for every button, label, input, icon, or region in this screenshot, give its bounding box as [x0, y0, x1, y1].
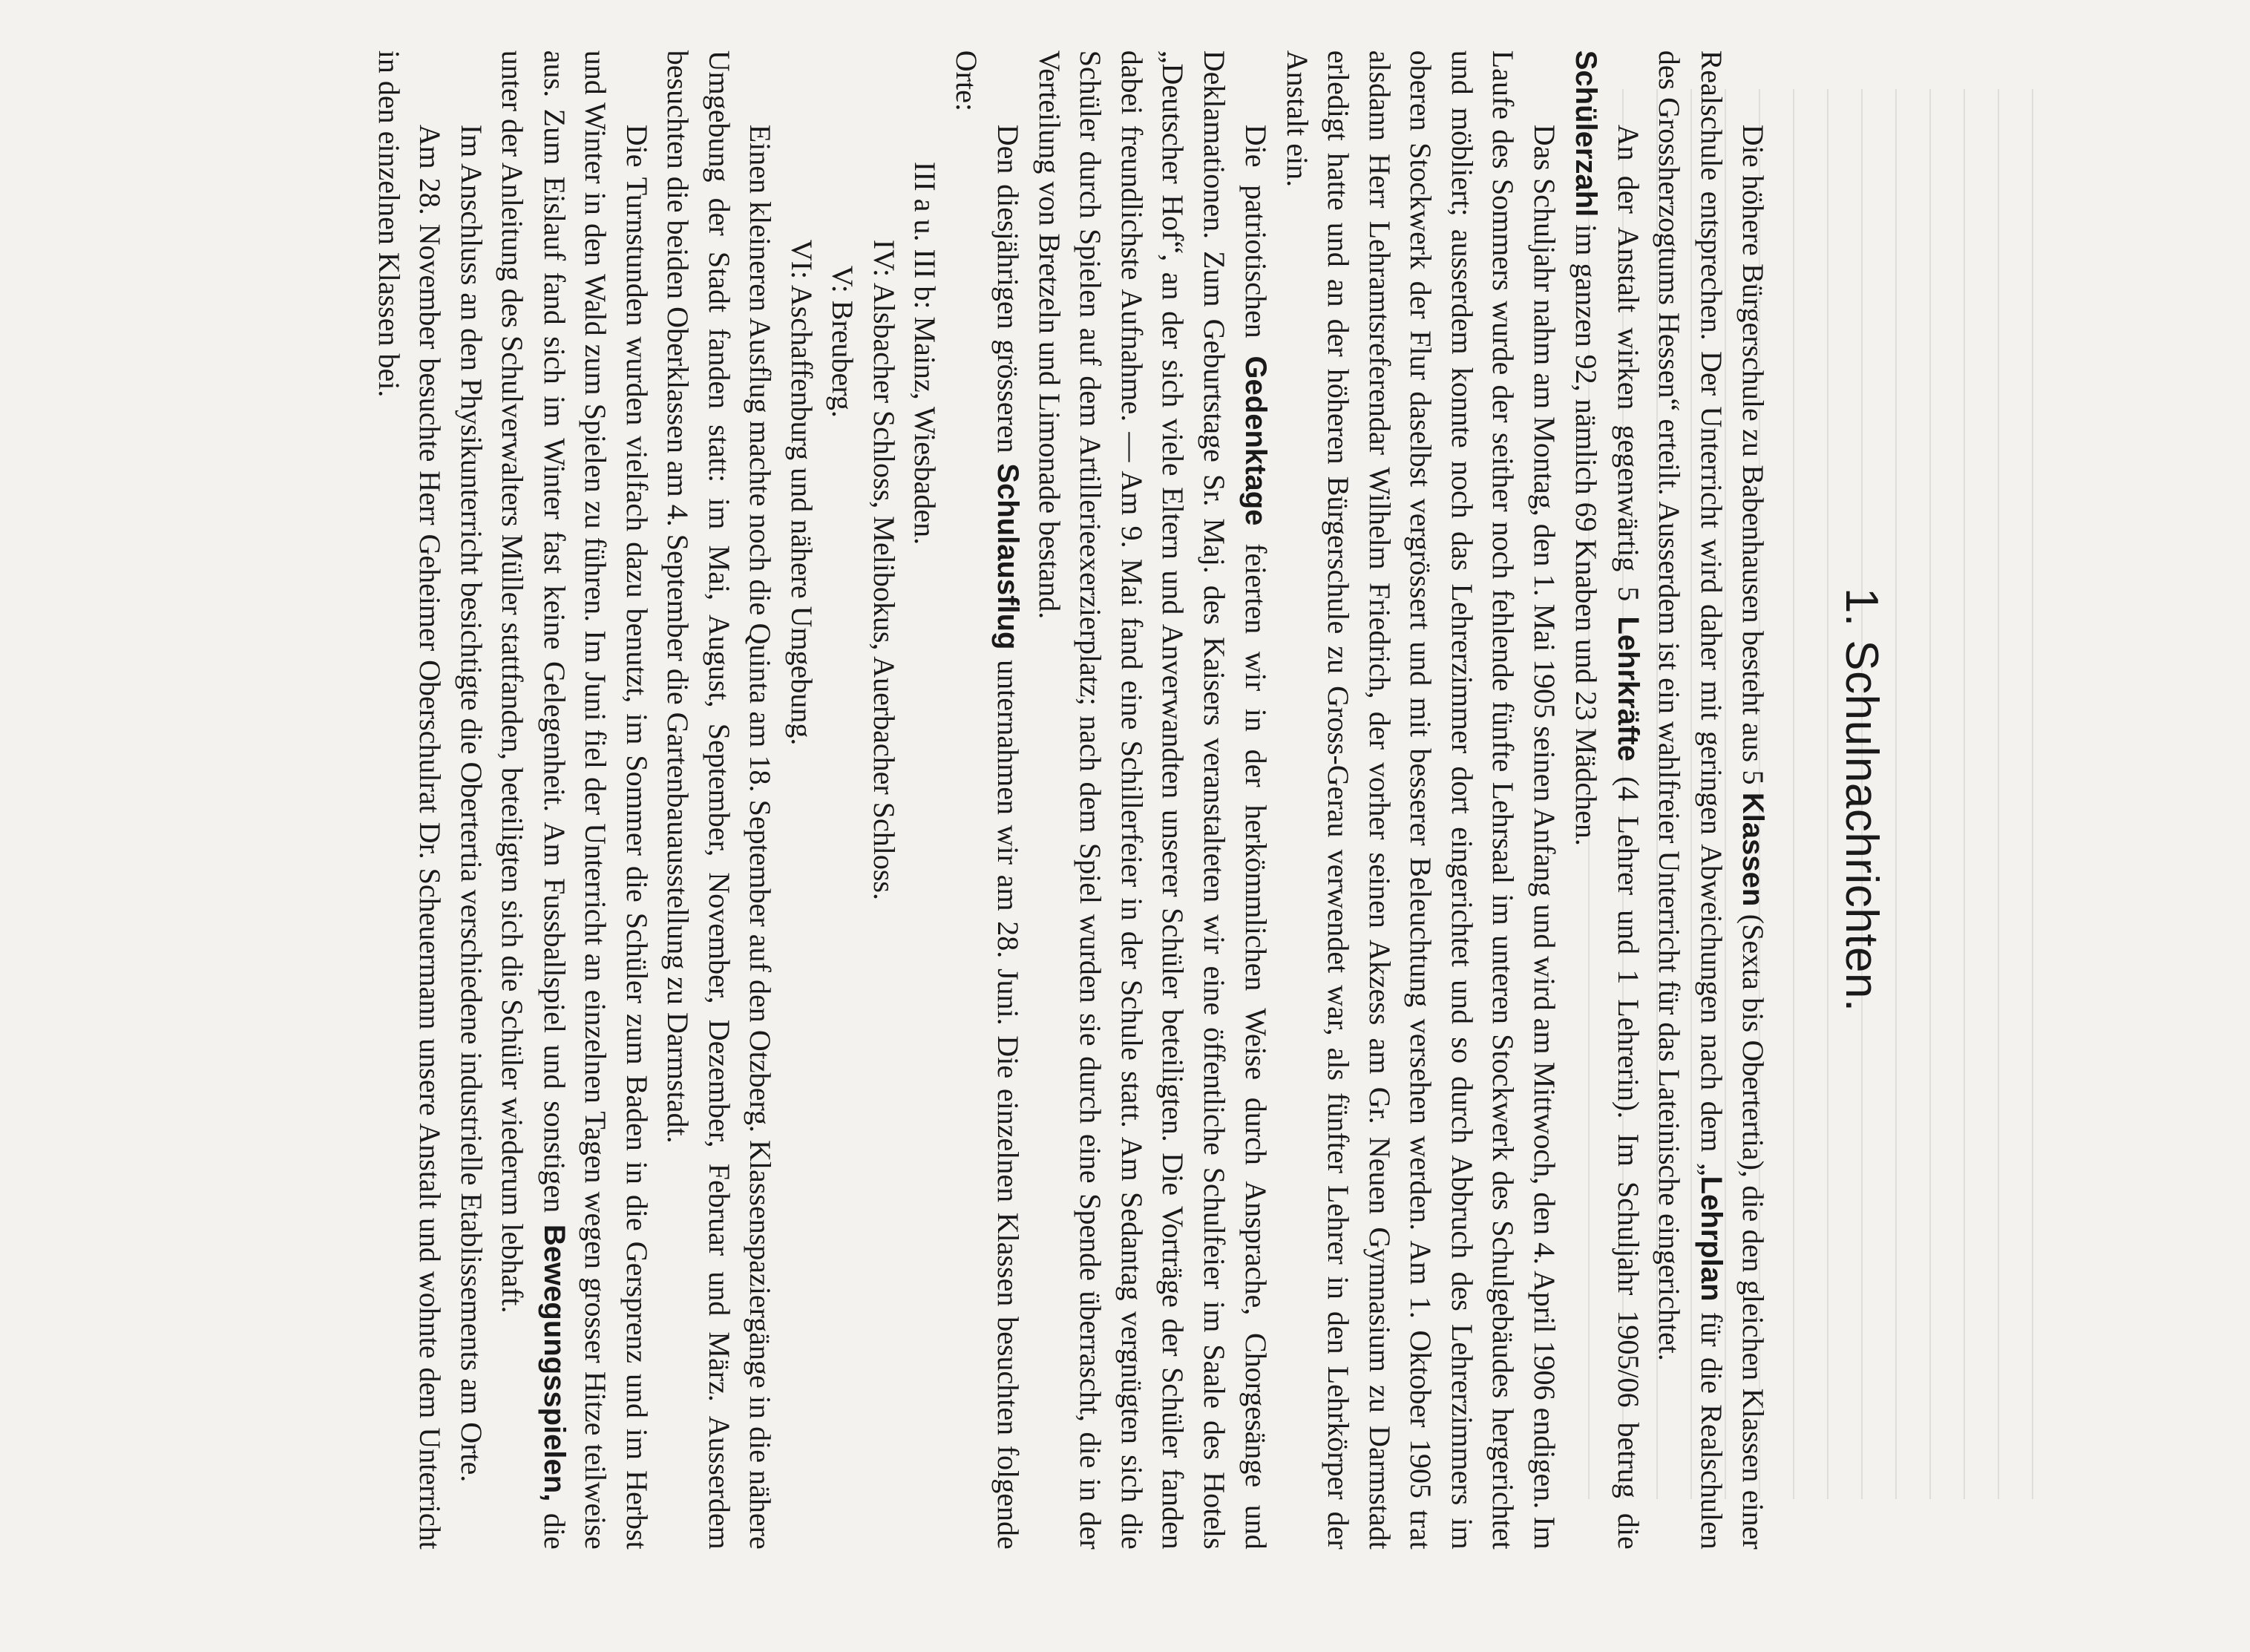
- text-run: An der Anstalt wirken gegenwärtig 5: [1611, 124, 1645, 617]
- paragraph-small-excursions: Einen kleineren Ausflug machte noch die Quinta am 18. September auf den Otzberg. Klassenspaziergänge in die nähere Umgebung der Stadt fanden statt: im Mai, August, September, November, Dezember, Februar und März. Ausserdem besuchten die beiden Oberklassen am 4. September die Gartenbauausstellung zu Darmstadt.: [661, 50, 778, 1550]
- text-run: Den diesjährigen grösseren: [991, 124, 1026, 464]
- keyword-bewegungsspielen: Bewegungsspielen,: [537, 1224, 571, 1502]
- list-item: IV: Alsbacher Schloss, Melibokus, Auerbacher Schloss.: [867, 239, 901, 900]
- text-run: Die Turnstunden wurden vielfach dazu benutzt, im Sommer die Schüler zum Baden in die Gersprenz und im Herbst und Winter in den Wald zum Spielen zu führen. Im Juni fiel der Unterricht an einzelnen Tagen wegen grosser Hitze teilweise aus. Zum Eislauf fand sich im Winter fast keine Gelegenheit. Am Fussballspiel und sonstigen: [537, 50, 654, 1550]
- keyword-schulausflug: Schulausflug: [991, 463, 1025, 650]
- excursion-list: [781, 50, 945, 1550]
- text-run: im ganzen 92, nämlich 69 Knaben und 23 Mädchen.: [1570, 217, 1604, 846]
- text-run: (Sexta bis Obertertia), die den gleichen Klassen einer Realschule entsprechen. Der Unterricht wird daher mit geringen Abweichungen nach dem „: [1694, 50, 1771, 1550]
- keyword-gedenktage: Gedenktage: [1239, 355, 1273, 526]
- paragraph-memorial-days: [1029, 50, 1276, 1550]
- list-item: III a u. III b: Mainz, Wiesbaden.: [908, 161, 942, 545]
- text-run: für die Realschulen des Grossherzogtums Hessen“ erteilt. Ausserdem ist ein wahlfreier Unterricht für das Lateinische eingerichtet.: [1653, 50, 1728, 1550]
- paragraph-teachers: [1565, 50, 1649, 1550]
- list-item: V: Breuberg.: [826, 265, 860, 418]
- paragraph-excursion: [945, 50, 1029, 1550]
- keyword-lehrkraefte: Lehrkräfte: [1611, 616, 1644, 761]
- text-run: die unter der Anleitung des Schulverwalters Müller stattfanden, beteiligten sich die Schüler wiederum lebhaft.: [496, 50, 571, 1550]
- keyword-schuelerzahl: Schülerzahl: [1570, 50, 1603, 217]
- keyword-klassen: Klassen: [1736, 792, 1770, 907]
- page-title: 1. Schulnachrichten.: [1835, 587, 1887, 1012]
- paragraph-inspection: Am 28. November besuchte Herr Geheimer Oberschulrat Dr. Scheuermann unsere Anstalt und wohnte dem Unterricht in den einzelnen Klassen bei.: [372, 50, 447, 1550]
- text-run: Die patriotischen: [1239, 124, 1273, 356]
- text-run: Die höhere Bürgerschule zu Babenhausen besteht aus 5: [1736, 124, 1771, 793]
- keyword-lehrplan: Lehrplan: [1694, 1176, 1728, 1302]
- paragraph-gymnastics: [492, 50, 657, 1550]
- text-run: feierten wir in der herkömmlichen Weise durch Ansprache, Chorgesänge und Deklamationen. Zum Geburtstage Sr. Maj. des Kaisers veranstalteten wir eine öffentliche Schulfeier im Saale des Hotels „Deutscher Hof“, an der sich viele Eltern und Anverwandten unserer Schüler beteiligten. Die Vorträge der Schüler fanden dabei freundlichste Aufnahme. — Am 9. Mai fand eine Schillerfeier in der Schule statt. Am Sedantag vergnügten sich die Schüler durch Spielen auf dem Artillerieexerzierplatz; nach dem Spiel wurden sie durch eine Spende überrascht, die in der Verteilung von Bretzeln und Limonade bestand.: [1032, 50, 1273, 1550]
- text-run: unternahmen wir am 28. Juni. Die einzelnen Klassen besuchten folgende Orte:: [949, 50, 1026, 1550]
- paragraph-classes: [1649, 50, 1774, 1550]
- paragraph-school-year: Das Schuljahr nahm am Montag, den 1. Mai 1905 seinen Anfang und wird am Mittwoch, den 4. April 1906 endigen. Im Laufe des Sommers wurde der seither noch fehlende fünfte Lehrsaal im unteren Stockwerk des Schulgebäudes hergerichtet und möbliert; ausserdem konnte noch das Lehrerzimmer dort eingerichtet und so durch Abbruch des Lehrerzimmers im oberen Stockwerk der Flur daselbst vergrössert und mit besserer Beleuchtung versehen werden. Am 1. Oktober 1905 trat alsdann Herr Lehramtsreferendar Wilhelm Friedrich, der vorher seinen Akzess am Gr. Neuen Gymnasium zu Darmstadt erledigt hatte und an der höheren Bürgerschule zu Gross-Gerau verwendet war, als fünfter Lehrer in den Lehrkörper der Anstalt ein.: [1280, 50, 1561, 1550]
- list-item: VI: Aschaffenburg und nähere Umgebung.: [784, 239, 819, 746]
- paragraph-physics: Im Anschluss an den Physikunterricht besichtigte die Obertertia verschiedene industrielle Etablissements am Orte.: [454, 124, 488, 1483]
- text-run: (4 Lehrer und 1 Lehrerin). Im Schuljahr 1905/06 betrug die: [1611, 761, 1645, 1550]
- page-content: [368, 50, 1887, 1550]
